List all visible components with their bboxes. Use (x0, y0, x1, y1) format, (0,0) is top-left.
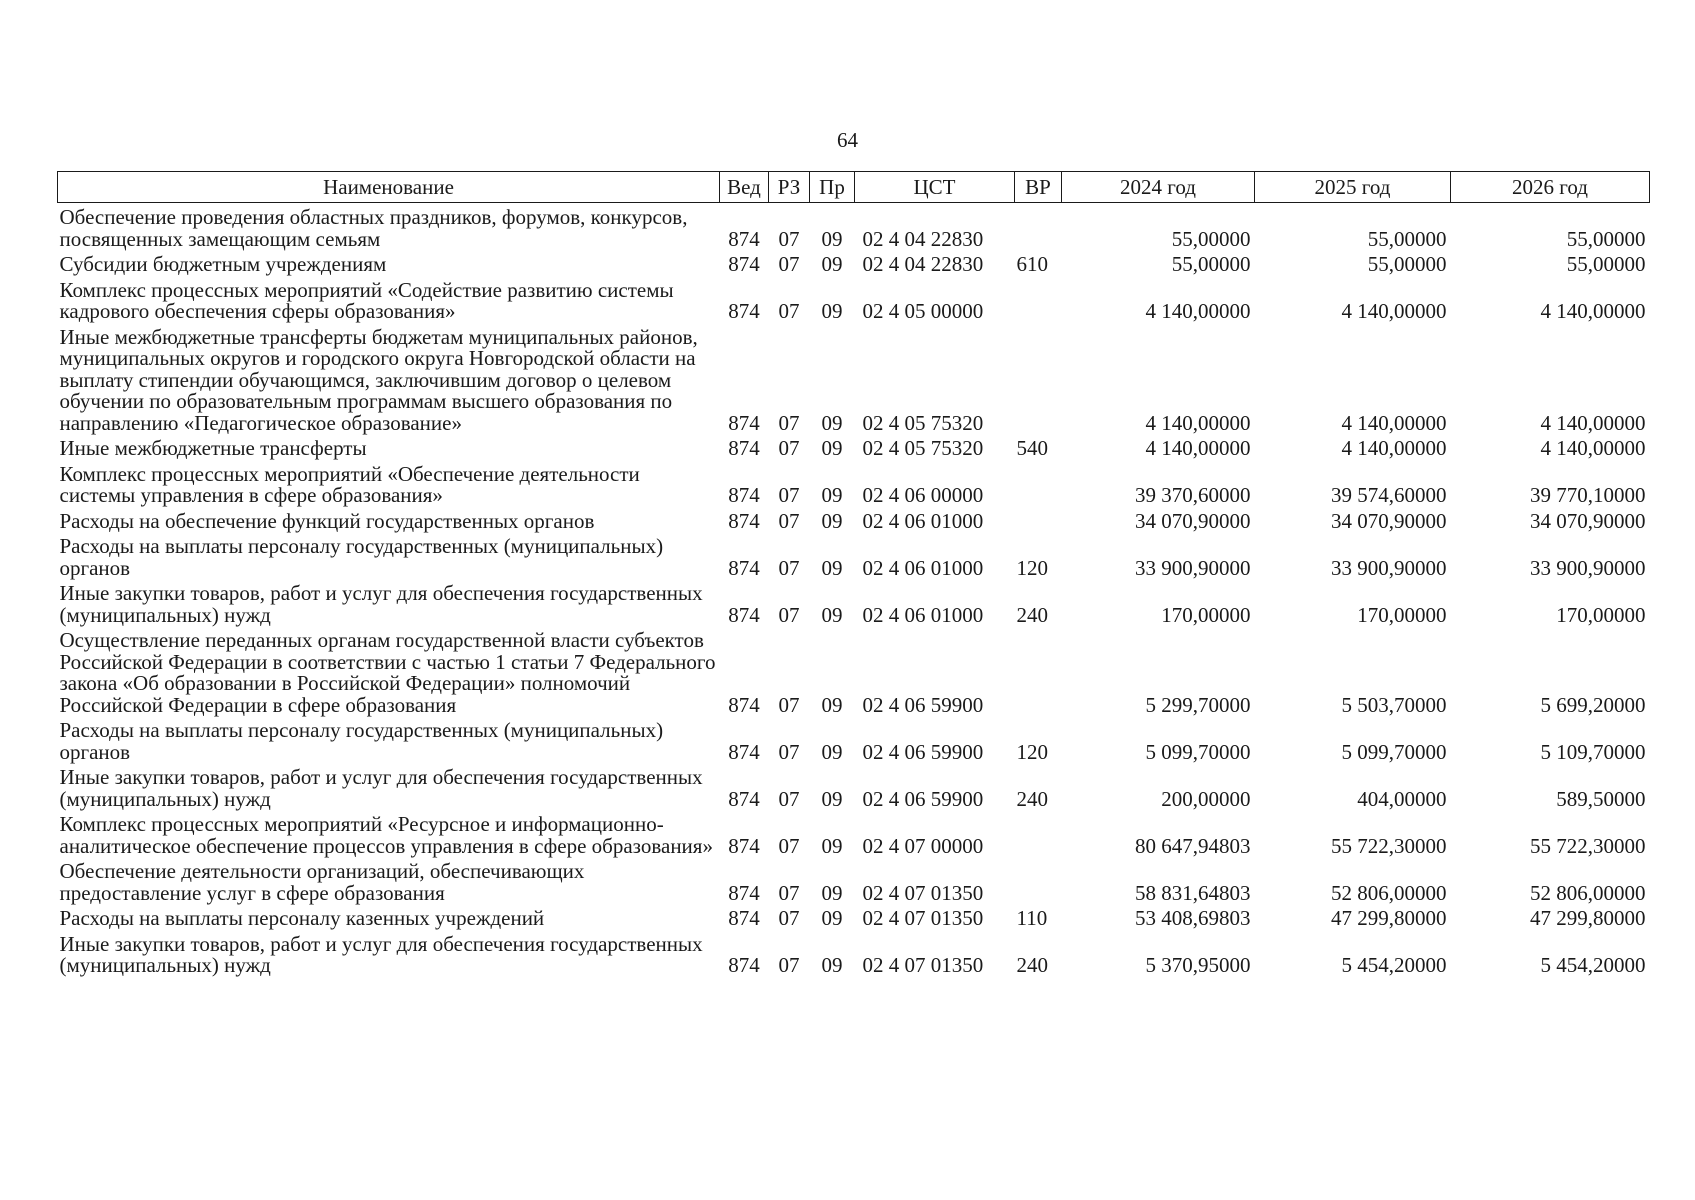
cell-rz: 07 (778, 555, 800, 580)
cell-pr: 09 (821, 739, 843, 764)
cell-name: Расходы на выплаты персоналу казенных учреждений (59, 906, 545, 930)
table-row (58, 930, 1650, 977)
cell-rz: 07 (778, 739, 800, 764)
cell-name: Расходы на обеспечение функций государственных органов (59, 508, 595, 533)
cell-cst: 02 4 06 01000 (862, 602, 984, 627)
cell-rz: 07 (778, 786, 800, 811)
cell-cst: 02 4 04 22830 (862, 226, 984, 251)
header-name: Наименование (58, 172, 720, 203)
header-2026: 2026 год (1451, 172, 1650, 203)
cell-2024: 4 140,00000 (1145, 436, 1251, 460)
cell-rz: 07 (778, 953, 800, 977)
cell-2026: 55 722,30000 (1530, 833, 1646, 858)
cell-2026: 170,00000 (1556, 602, 1646, 627)
cell-rz: 07 (778, 410, 800, 435)
cell-pr: 09 (821, 953, 843, 977)
table-row (58, 857, 1650, 904)
cell-2026: 55,00000 (1566, 226, 1646, 251)
header-vr: ВР (1015, 172, 1062, 203)
cell-2024: 5 299,70000 (1145, 692, 1251, 717)
cell-vr (1015, 857, 1062, 904)
table-body (58, 203, 1650, 977)
cell-pr: 09 (821, 555, 843, 580)
cell-vr (1015, 626, 1062, 716)
cell-2024: 170,00000 (1161, 602, 1251, 627)
cell-2024: 39 370,60000 (1135, 483, 1251, 507)
cell-vr: 540 (1016, 436, 1048, 460)
cell-ved: 874 (728, 436, 760, 460)
cell-2024: 4 140,00000 (1145, 299, 1251, 323)
cell-pr: 09 (821, 410, 843, 435)
cell-2025: 52 806,00000 (1331, 880, 1447, 905)
cell-name: Субсидии бюджетным учреждениям (59, 252, 387, 276)
table-row (58, 626, 1650, 716)
cell-2026: 39 770,10000 (1530, 483, 1646, 507)
cell-2026: 52 806,00000 (1530, 880, 1646, 905)
cell-cst: 02 4 06 59900 (862, 786, 984, 811)
cell-2025: 4 140,00000 (1341, 436, 1447, 460)
cell-2026: 5 109,70000 (1540, 739, 1646, 764)
cell-2025: 33 900,90000 (1331, 555, 1447, 580)
cell-pr: 09 (821, 602, 843, 627)
table-row (58, 763, 1650, 810)
cell-rz: 07 (778, 226, 800, 251)
table-row (58, 276, 1650, 323)
cell-2025: 5 099,70000 (1341, 739, 1447, 764)
cell-pr: 09 (821, 436, 843, 460)
cell-name: Иные закупки товаров, работ и услуг для обеспечения государственных (муниципальных) нужд (59, 581, 703, 627)
cell-2026: 589,50000 (1556, 786, 1646, 811)
cell-cst: 02 4 06 59900 (862, 692, 984, 717)
cell-ved: 874 (728, 410, 760, 435)
cell-pr: 09 (821, 692, 843, 717)
cell-rz: 07 (778, 299, 800, 323)
cell-name: Расходы на выплаты персоналу государственных (муниципальных) органов (59, 534, 664, 580)
cell-vr (1015, 507, 1062, 533)
cell-cst: 02 4 07 01350 (862, 953, 984, 977)
cell-2026: 4 140,00000 (1540, 299, 1646, 323)
table-row (58, 904, 1650, 930)
cell-ved: 874 (728, 692, 760, 717)
cell-rz: 07 (778, 436, 800, 460)
cell-2025: 55 722,30000 (1331, 833, 1447, 858)
cell-rz: 07 (778, 906, 800, 930)
budget-table (57, 171, 1650, 977)
cell-vr (1015, 460, 1062, 507)
cell-2025: 47 299,80000 (1331, 906, 1447, 930)
cell-ved: 874 (728, 906, 760, 930)
cell-vr: 110 (1016, 906, 1048, 930)
cell-name: Обеспечение деятельности организаций, обеспечивающих предоставление услуг в сфере образования (59, 859, 585, 905)
table-row (58, 579, 1650, 626)
cell-2025: 5 454,20000 (1341, 953, 1447, 977)
cell-vr: 120 (1016, 739, 1048, 764)
cell-cst: 02 4 05 00000 (862, 299, 984, 323)
cell-name: Иные межбюджетные трансферты (59, 436, 367, 460)
cell-2024: 34 070,90000 (1135, 508, 1251, 533)
cell-2024: 200,00000 (1161, 786, 1251, 811)
cell-cst: 02 4 06 00000 (862, 483, 984, 507)
cell-2024: 53 408,69803 (1135, 906, 1251, 930)
cell-cst: 02 4 05 75320 (862, 410, 984, 435)
table-row (58, 810, 1650, 857)
cell-2025: 170,00000 (1357, 602, 1447, 627)
cell-2025: 55,00000 (1367, 252, 1447, 276)
cell-rz: 07 (778, 833, 800, 858)
cell-2024: 5 370,95000 (1145, 953, 1251, 977)
cell-rz: 07 (778, 602, 800, 627)
cell-pr: 09 (821, 252, 843, 276)
header-cst: ЦСТ (855, 172, 1015, 203)
cell-pr: 09 (821, 226, 843, 251)
cell-name: Иные закупки товаров, работ и услуг для обеспечения государственных (муниципальных) нужд (59, 765, 703, 811)
cell-2026: 55,00000 (1566, 252, 1646, 276)
cell-cst: 02 4 06 01000 (862, 508, 984, 533)
cell-ved: 874 (728, 953, 760, 977)
cell-ved: 874 (728, 226, 760, 251)
cell-2025: 404,00000 (1357, 786, 1447, 811)
cell-ved: 874 (728, 833, 760, 858)
cell-name: Иные закупки товаров, работ и услуг для обеспечения государственных (муниципальных) нужд (59, 931, 703, 977)
cell-2024: 4 140,00000 (1145, 410, 1251, 435)
table-row (58, 250, 1650, 276)
cell-rz: 07 (778, 508, 800, 533)
cell-2026: 34 070,90000 (1530, 508, 1646, 533)
cell-pr: 09 (821, 299, 843, 323)
cell-rz: 07 (778, 692, 800, 717)
cell-ved: 874 (728, 786, 760, 811)
cell-vr: 240 (1016, 953, 1048, 977)
cell-vr (1015, 323, 1062, 435)
cell-cst: 02 4 07 01350 (862, 906, 984, 930)
cell-pr: 09 (821, 786, 843, 811)
cell-cst: 02 4 05 75320 (862, 436, 984, 460)
table-row (58, 532, 1650, 579)
cell-2025: 34 070,90000 (1331, 508, 1447, 533)
cell-2024: 58 831,64803 (1135, 880, 1251, 905)
cell-2025: 4 140,00000 (1341, 410, 1447, 435)
cell-ved: 874 (728, 252, 760, 276)
cell-name: Осуществление переданных органам государственной власти субъектов Российской Федерации в соответствии с частью 1 статьи 7 Федерального закона «Об образовании в Российской Федерации» полномочий Российской Федерации в сфере образования (59, 628, 716, 717)
header-ved: Вед (720, 172, 769, 203)
cell-2026: 4 140,00000 (1540, 410, 1646, 435)
header-2025: 2025 год (1255, 172, 1451, 203)
cell-name: Комплекс процессных мероприятий «Обеспечение деятельности системы управления в сфере образования» (59, 461, 640, 507)
cell-ved: 874 (728, 508, 760, 533)
header-2024: 2024 год (1062, 172, 1255, 203)
cell-pr: 09 (821, 906, 843, 930)
table-row (58, 716, 1650, 763)
table-row (58, 460, 1650, 507)
cell-rz: 07 (778, 483, 800, 507)
cell-name: Расходы на выплаты персоналу государственных (муниципальных) органов (59, 718, 664, 764)
cell-ved: 874 (728, 555, 760, 580)
cell-pr: 09 (821, 833, 843, 858)
cell-cst: 02 4 07 01350 (862, 880, 984, 905)
cell-ved: 874 (728, 880, 760, 905)
cell-vr (1015, 810, 1062, 857)
cell-rz: 07 (778, 252, 800, 276)
cell-vr: 120 (1016, 555, 1048, 580)
cell-2024: 80 647,94803 (1135, 833, 1251, 858)
cell-vr: 240 (1016, 602, 1048, 627)
cell-ved: 874 (728, 299, 760, 323)
cell-name: Обеспечение проведения областных праздников, форумов, конкурсов, посвященных замещающим семьям (59, 205, 688, 251)
cell-2024: 55,00000 (1171, 226, 1251, 251)
cell-rz: 07 (778, 880, 800, 905)
cell-2026: 33 900,90000 (1530, 555, 1646, 580)
cell-ved: 874 (728, 602, 760, 627)
cell-pr: 09 (821, 508, 843, 533)
cell-2024: 5 099,70000 (1145, 739, 1251, 764)
cell-cst: 02 4 06 59900 (862, 739, 984, 764)
table-header-row (58, 172, 1650, 203)
cell-2026: 5 454,20000 (1540, 953, 1646, 977)
header-pr: Пр (810, 172, 855, 203)
cell-vr: 240 (1016, 786, 1048, 811)
table-row (58, 507, 1650, 533)
table-row (58, 323, 1650, 435)
cell-vr: 610 (1016, 252, 1048, 276)
cell-2026: 47 299,80000 (1530, 906, 1646, 930)
cell-2025: 4 140,00000 (1341, 299, 1447, 323)
cell-pr: 09 (821, 483, 843, 507)
cell-2025: 39 574,60000 (1331, 483, 1447, 507)
cell-cst: 02 4 07 00000 (862, 833, 984, 858)
cell-pr: 09 (821, 880, 843, 905)
cell-vr (1015, 276, 1062, 323)
page-number: 64 (837, 128, 858, 152)
cell-name: Комплекс процессных мероприятий «Ресурсное и информационно-аналитическое обеспечение процессов управления в сфере образования» (59, 812, 713, 858)
cell-cst: 02 4 04 22830 (862, 252, 984, 276)
table-row (58, 434, 1650, 460)
cell-name: Иные межбюджетные трансферты бюджетам муниципальных районов, муниципальных округов и городского округа Новгородской области на выплату стипендии обучающимся, заключившим договор о целевом обучении по образовательным программам высшего образования по направлению «Педагогическое образование» (59, 324, 698, 435)
cell-name: Комплекс процессных мероприятий «Содействие развитию системы кадрового обеспечения сферы образования» (59, 277, 674, 323)
table-row (58, 203, 1650, 251)
cell-2024: 55,00000 (1171, 252, 1251, 276)
cell-ved: 874 (728, 739, 760, 764)
cell-2024: 33 900,90000 (1135, 555, 1251, 580)
cell-2026: 5 699,20000 (1540, 692, 1646, 717)
header-rz: РЗ (769, 172, 810, 203)
cell-2026: 4 140,00000 (1540, 436, 1646, 460)
cell-ved: 874 (728, 483, 760, 507)
cell-2025: 5 503,70000 (1341, 692, 1447, 717)
cell-cst: 02 4 06 01000 (862, 555, 984, 580)
cell-vr (1015, 203, 1062, 251)
cell-2025: 55,00000 (1367, 226, 1447, 251)
